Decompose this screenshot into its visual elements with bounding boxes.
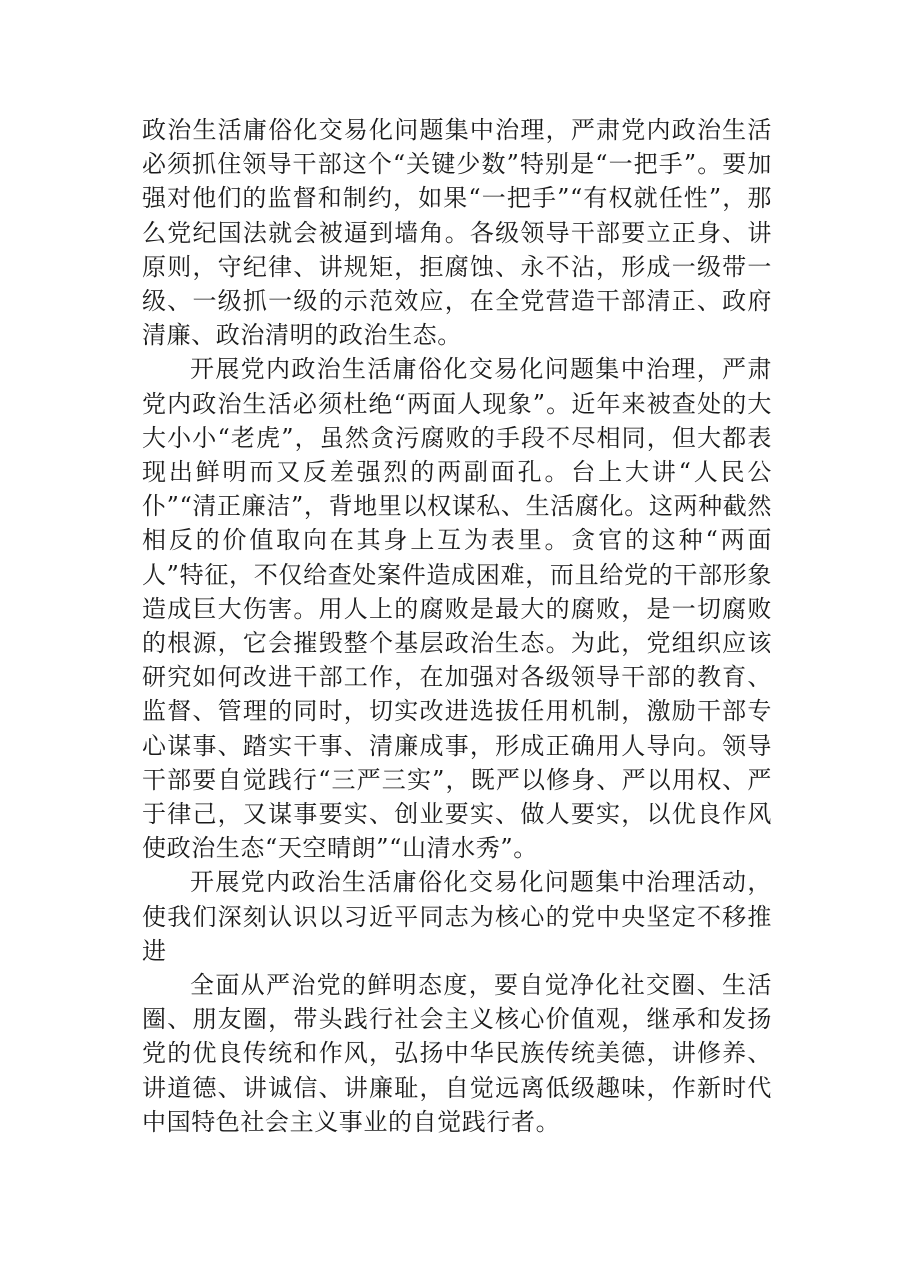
paragraph-3: 开展党内政治生活庸俗化交易化问题集中治理活动，使我们深刻认识以习近平同志为核心的党中央坚定不移推进	[142, 868, 772, 965]
paragraph-2: 开展党内政治生活庸俗化交易化问题集中治理，严肃党内政治生活必须杜绝“两面人现象”。近年来被查处的大大小小“老虎”，虽然贪污腐败的手段不尽相同，但大都表现出鲜明而又反差强烈的两副面孔。台上大讲“人民公仆”“清正廉洁”，背地里以权谋私、生活腐化。这两种截然相反的价值取向在其身上互为表里。贪官的这种“两面人”特征，不仅给查处案件造成困难，而且给党的干部形象造成巨大伤害。用人上的腐败是最大的腐败，是一切腐败的根源，它会摧毁整个基层政治生态。为此，党组织应该研究如何改进干部工作，在加强对各级领导干部的教育、监督、管理的同时，切实改进选拔任用机制，激励干部专心谋事、踏实干事、清廉成事，形成正确用人导向。领导干部要自觉践行“三严三实”，既严以修身、严以用权、严于律己，又谋事要实、创业要实、做人要实，以优良作风使政治生态“天空晴朗”“山清水秀”。	[142, 355, 772, 863]
paragraph-1: 政治生活庸俗化交易化问题集中治理，严肃党内政治生活必须抓住领导干部这个“关键少数”特别是“一把手”。要加强对他们的监督和制约，如果“一把手”“有权就任性”，那么党纪国法就会被逼到墙角。各级领导干部要立正身、讲原则，守纪律、讲规矩，拒腐蚀、永不沾，形成一级带一级、一级抓一级的示范效应，在全党营造干部清正、政府清廉、政治清明的政治生态。	[142, 116, 772, 350]
paragraph-4: 全面从严治党的鲜明态度，要自觉净化社交圈、生活圈、朋友圈，带头践行社会主义核心价值观，继承和发扬党的优良传统和作风，弘扬中华民族传统美德，讲修养、讲道德、讲诚信、讲廉耻，自觉远离低级趣味，作新时代中国特色社会主义事业的自觉践行者。	[142, 971, 772, 1136]
document-body	[142, 113, 772, 1139]
